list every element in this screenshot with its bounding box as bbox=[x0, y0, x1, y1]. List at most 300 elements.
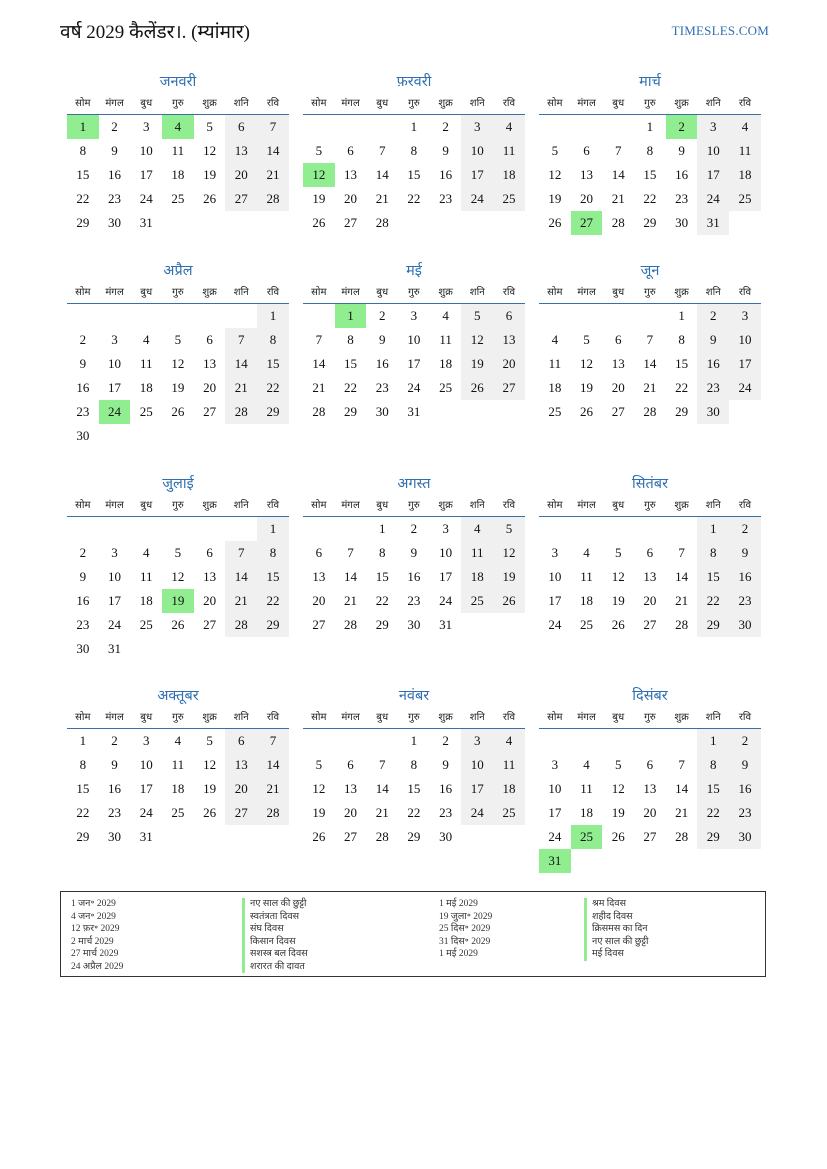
day-cell[interactable]: 3 bbox=[461, 729, 493, 753]
day-cell[interactable]: 6 bbox=[493, 304, 525, 328]
day-cell[interactable]: 29 bbox=[643, 215, 657, 230]
day-cell[interactable]: 25 bbox=[580, 617, 594, 632]
day-cell[interactable]: 9 bbox=[442, 143, 449, 158]
day-cell[interactable]: 6 bbox=[646, 545, 654, 560]
day-cell[interactable]: 20 bbox=[312, 593, 326, 608]
day-cell[interactable]: 4 bbox=[551, 332, 559, 347]
day-cell[interactable]: 12 bbox=[611, 781, 625, 796]
day-cell[interactable]: 14 bbox=[375, 167, 389, 182]
day-cell[interactable]: 12 bbox=[580, 356, 594, 371]
day-cell[interactable]: 17 bbox=[697, 163, 729, 187]
day-cell[interactable]: 13 bbox=[344, 781, 358, 796]
day-cell[interactable]: 1 bbox=[697, 517, 729, 541]
day-cell[interactable]: 21 bbox=[675, 805, 689, 820]
day-cell[interactable]: 3 bbox=[729, 304, 761, 328]
day-cell[interactable]: 21 bbox=[675, 593, 689, 608]
day-cell[interactable]: 13 bbox=[580, 167, 594, 182]
day-cell[interactable]: 10 bbox=[548, 781, 562, 796]
day-cell[interactable]: 9 bbox=[729, 753, 761, 777]
day-cell[interactable]: 21 bbox=[375, 191, 389, 206]
day-cell[interactable]: 6 bbox=[206, 545, 213, 560]
day-cell[interactable]: 23 bbox=[76, 404, 90, 419]
day-cell[interactable]: 9 bbox=[442, 757, 449, 772]
day-cell[interactable]: 10 bbox=[407, 332, 421, 347]
day-cell[interactable]: 30 bbox=[439, 829, 453, 844]
day-cell[interactable]: 7 bbox=[678, 545, 685, 560]
day-cell[interactable]: 5 bbox=[206, 119, 213, 134]
day-cell[interactable]: 3 bbox=[551, 757, 559, 772]
day-cell[interactable]: 31 bbox=[407, 404, 421, 419]
day-cell[interactable]: 5 bbox=[206, 733, 213, 748]
day-cell[interactable]: 5 bbox=[493, 517, 525, 541]
day-cell[interactable]: 31 bbox=[139, 829, 153, 844]
day-cell[interactable]: 2 bbox=[378, 308, 386, 323]
day-cell[interactable]: 10 bbox=[697, 139, 729, 163]
day-cell[interactable]: 27 bbox=[643, 617, 657, 632]
day-cell[interactable]: 15 bbox=[375, 569, 389, 584]
day-cell[interactable]: 1 bbox=[257, 517, 289, 541]
day-cell[interactable]: 26 bbox=[171, 404, 185, 419]
day-cell[interactable]: 15 bbox=[697, 565, 729, 589]
day-cell[interactable]: 26 bbox=[611, 617, 625, 632]
day-cell[interactable]: 30 bbox=[76, 641, 90, 656]
day-cell[interactable]: 5 bbox=[551, 143, 559, 158]
day-cell[interactable]: 20 bbox=[611, 380, 625, 395]
day-cell[interactable]: 5 bbox=[461, 304, 493, 328]
day-cell[interactable]: 12 bbox=[171, 356, 185, 371]
day-cell[interactable]: 8 bbox=[347, 332, 354, 347]
day-cell[interactable]: 30 bbox=[407, 617, 421, 632]
day-cell[interactable]: 28 bbox=[225, 613, 257, 637]
day-cell[interactable]: 26 bbox=[611, 829, 625, 844]
day-cell[interactable]: 21 bbox=[257, 163, 289, 187]
day-cell[interactable]: 24 bbox=[439, 593, 453, 608]
day-cell[interactable]: 3 bbox=[142, 119, 150, 134]
day-cell[interactable]: 9 bbox=[111, 757, 118, 772]
day-cell[interactable]: 16 bbox=[729, 777, 761, 801]
day-cell[interactable]: 30 bbox=[108, 829, 122, 844]
day-cell[interactable]: 22 bbox=[675, 380, 689, 395]
day-cell[interactable]: 14 bbox=[344, 569, 358, 584]
day-cell[interactable]: 8 bbox=[378, 545, 386, 560]
day-cell[interactable]: 19 bbox=[203, 167, 217, 182]
day-cell[interactable]: 16 bbox=[76, 380, 90, 395]
day-cell[interactable]: 11 bbox=[139, 569, 153, 584]
day-cell[interactable]: 2 bbox=[666, 115, 698, 139]
day-cell[interactable]: 3 bbox=[461, 115, 493, 139]
day-cell[interactable]: 21 bbox=[225, 376, 257, 400]
day-cell[interactable]: 15 bbox=[643, 167, 657, 182]
day-cell[interactable]: 23 bbox=[76, 617, 90, 632]
day-cell[interactable]: 12 bbox=[303, 163, 335, 187]
day-cell[interactable]: 13 bbox=[312, 569, 326, 584]
day-cell[interactable]: 27 bbox=[225, 187, 257, 211]
day-cell[interactable]: 10 bbox=[729, 328, 761, 352]
day-cell[interactable]: 22 bbox=[643, 191, 657, 206]
day-cell[interactable]: 20 bbox=[643, 593, 657, 608]
day-cell[interactable]: 24 bbox=[99, 400, 131, 424]
day-cell[interactable]: 1 bbox=[67, 115, 99, 139]
day-cell[interactable]: 23 bbox=[375, 380, 389, 395]
day-cell[interactable]: 21 bbox=[611, 191, 625, 206]
day-cell[interactable]: 4 bbox=[162, 115, 194, 139]
day-cell[interactable]: 27 bbox=[344, 829, 358, 844]
day-cell[interactable]: 9 bbox=[410, 545, 418, 560]
day-cell[interactable]: 26 bbox=[461, 376, 493, 400]
day-cell[interactable]: 10 bbox=[139, 757, 153, 772]
day-cell[interactable]: 11 bbox=[548, 356, 562, 371]
day-cell[interactable]: 5 bbox=[583, 332, 590, 347]
day-cell[interactable]: 19 bbox=[203, 781, 217, 796]
day-cell[interactable]: 31 bbox=[139, 215, 153, 230]
day-cell[interactable]: 17 bbox=[139, 781, 153, 796]
day-cell[interactable]: 24 bbox=[407, 380, 421, 395]
day-cell[interactable]: 26 bbox=[493, 589, 525, 613]
day-cell[interactable]: 5 bbox=[614, 757, 622, 772]
day-cell[interactable]: 1 bbox=[257, 304, 289, 328]
day-cell[interactable]: 17 bbox=[139, 167, 153, 182]
day-cell[interactable]: 21 bbox=[643, 380, 657, 395]
day-cell[interactable]: 9 bbox=[79, 356, 87, 371]
day-cell[interactable]: 22 bbox=[697, 589, 729, 613]
day-cell[interactable]: 27 bbox=[493, 376, 525, 400]
day-cell[interactable]: 12 bbox=[461, 328, 493, 352]
day-cell[interactable]: 2 bbox=[729, 729, 761, 753]
day-cell[interactable]: 24 bbox=[108, 617, 122, 632]
day-cell[interactable]: 9 bbox=[378, 332, 386, 347]
day-cell[interactable]: 23 bbox=[729, 801, 761, 825]
day-cell[interactable]: 17 bbox=[548, 805, 562, 820]
day-cell[interactable]: 24 bbox=[697, 187, 729, 211]
day-cell[interactable]: 14 bbox=[675, 569, 689, 584]
day-cell[interactable]: 20 bbox=[344, 191, 358, 206]
day-cell[interactable]: 19 bbox=[312, 805, 326, 820]
day-cell[interactable]: 3 bbox=[111, 332, 118, 347]
day-cell[interactable]: 3 bbox=[142, 733, 150, 748]
day-cell[interactable]: 6 bbox=[614, 332, 622, 347]
day-cell[interactable]: 17 bbox=[108, 380, 122, 395]
day-cell[interactable]: 15 bbox=[675, 356, 689, 371]
day-cell[interactable]: 7 bbox=[257, 729, 289, 753]
day-cell[interactable]: 20 bbox=[203, 593, 217, 608]
day-cell[interactable]: 27 bbox=[203, 617, 217, 632]
day-cell[interactable]: 22 bbox=[257, 589, 289, 613]
day-cell[interactable]: 22 bbox=[76, 191, 90, 206]
day-cell[interactable]: 28 bbox=[344, 617, 358, 632]
day-cell[interactable]: 14 bbox=[257, 139, 289, 163]
day-cell[interactable]: 2 bbox=[111, 119, 118, 134]
day-cell[interactable]: 28 bbox=[643, 404, 657, 419]
day-cell[interactable]: 2 bbox=[442, 119, 449, 134]
day-cell[interactable]: 1 bbox=[410, 119, 418, 134]
day-cell[interactable]: 4 bbox=[442, 308, 449, 323]
day-cell[interactable]: 1 bbox=[378, 521, 386, 536]
day-cell[interactable]: 26 bbox=[580, 404, 594, 419]
day-cell[interactable]: 13 bbox=[203, 569, 217, 584]
day-cell[interactable]: 25 bbox=[439, 380, 453, 395]
day-cell[interactable]: 25 bbox=[461, 589, 493, 613]
day-cell[interactable]: 21 bbox=[344, 593, 358, 608]
day-cell[interactable]: 7 bbox=[347, 545, 354, 560]
day-cell[interactable]: 12 bbox=[611, 569, 625, 584]
day-cell[interactable]: 18 bbox=[493, 777, 525, 801]
day-cell[interactable]: 27 bbox=[643, 829, 657, 844]
day-cell[interactable]: 31 bbox=[108, 641, 122, 656]
day-cell[interactable]: 28 bbox=[257, 187, 289, 211]
day-cell[interactable]: 18 bbox=[461, 565, 493, 589]
day-cell[interactable]: 8 bbox=[79, 757, 87, 772]
day-cell[interactable]: 7 bbox=[646, 332, 654, 347]
day-cell[interactable]: 6 bbox=[225, 115, 257, 139]
day-cell[interactable]: 30 bbox=[675, 215, 689, 230]
day-cell[interactable]: 22 bbox=[407, 805, 421, 820]
day-cell[interactable]: 28 bbox=[611, 215, 625, 230]
day-cell[interactable]: 21 bbox=[375, 805, 389, 820]
day-cell[interactable]: 24 bbox=[729, 376, 761, 400]
day-cell[interactable]: 19 bbox=[461, 352, 493, 376]
day-cell[interactable]: 10 bbox=[439, 545, 453, 560]
day-cell[interactable]: 24 bbox=[548, 829, 562, 844]
day-cell[interactable]: 8 bbox=[79, 143, 87, 158]
day-cell[interactable]: 15 bbox=[76, 781, 90, 796]
day-cell[interactable]: 27 bbox=[571, 211, 603, 235]
day-cell[interactable]: 21 bbox=[312, 380, 326, 395]
day-cell[interactable]: 25 bbox=[548, 404, 562, 419]
day-cell[interactable]: 11 bbox=[171, 143, 185, 158]
day-cell[interactable]: 28 bbox=[375, 829, 389, 844]
day-cell[interactable]: 19 bbox=[171, 380, 185, 395]
day-cell[interactable]: 22 bbox=[257, 376, 289, 400]
day-cell[interactable]: 26 bbox=[203, 191, 217, 206]
day-cell[interactable]: 17 bbox=[108, 593, 122, 608]
day-cell[interactable]: 26 bbox=[548, 215, 562, 230]
day-cell[interactable]: 23 bbox=[108, 191, 122, 206]
day-cell[interactable]: 30 bbox=[108, 215, 122, 230]
day-cell[interactable]: 18 bbox=[548, 380, 562, 395]
day-cell[interactable]: 21 bbox=[225, 589, 257, 613]
day-cell[interactable]: 19 bbox=[580, 380, 594, 395]
day-cell[interactable]: 19 bbox=[611, 593, 625, 608]
day-cell[interactable]: 15 bbox=[76, 167, 90, 182]
day-cell[interactable]: 29 bbox=[76, 829, 90, 844]
day-cell[interactable]: 6 bbox=[347, 143, 354, 158]
day-cell[interactable]: 11 bbox=[439, 332, 452, 347]
day-cell[interactable]: 20 bbox=[493, 352, 525, 376]
day-cell[interactable]: 4 bbox=[142, 545, 150, 560]
day-cell[interactable]: 23 bbox=[675, 191, 689, 206]
day-cell[interactable]: 12 bbox=[203, 143, 217, 158]
day-cell[interactable]: 25 bbox=[571, 825, 603, 849]
day-cell[interactable]: 29 bbox=[257, 400, 289, 424]
day-cell[interactable]: 14 bbox=[643, 356, 657, 371]
day-cell[interactable]: 29 bbox=[675, 404, 689, 419]
day-cell[interactable]: 4 bbox=[174, 733, 182, 748]
day-cell[interactable]: 25 bbox=[171, 191, 185, 206]
day-cell[interactable]: 20 bbox=[580, 191, 594, 206]
day-cell[interactable]: 22 bbox=[76, 805, 90, 820]
day-cell[interactable]: 28 bbox=[675, 829, 689, 844]
day-cell[interactable]: 22 bbox=[344, 380, 358, 395]
day-cell[interactable]: 11 bbox=[461, 541, 493, 565]
day-cell[interactable]: 26 bbox=[312, 215, 326, 230]
day-cell[interactable]: 28 bbox=[375, 215, 389, 230]
day-cell[interactable]: 16 bbox=[697, 352, 729, 376]
day-cell[interactable]: 17 bbox=[439, 569, 453, 584]
day-cell[interactable]: 10 bbox=[108, 356, 122, 371]
day-cell[interactable]: 22 bbox=[697, 801, 729, 825]
day-cell[interactable]: 12 bbox=[171, 569, 185, 584]
day-cell[interactable]: 29 bbox=[257, 613, 289, 637]
day-cell[interactable]: 14 bbox=[225, 565, 257, 589]
day-cell[interactable]: 12 bbox=[548, 167, 562, 182]
day-cell[interactable]: 19 bbox=[548, 191, 562, 206]
day-cell[interactable]: 19 bbox=[611, 805, 625, 820]
day-cell[interactable]: 26 bbox=[203, 805, 217, 820]
day-cell[interactable]: 25 bbox=[729, 187, 761, 211]
day-cell[interactable]: 10 bbox=[548, 569, 562, 584]
day-cell[interactable]: 13 bbox=[203, 356, 217, 371]
day-cell[interactable]: 6 bbox=[315, 545, 323, 560]
day-cell[interactable]: 4 bbox=[729, 115, 761, 139]
day-cell[interactable]: 14 bbox=[675, 781, 689, 796]
day-cell[interactable]: 2 bbox=[697, 304, 729, 328]
day-cell[interactable]: 30 bbox=[375, 404, 389, 419]
day-cell[interactable]: 28 bbox=[257, 801, 289, 825]
day-cell[interactable]: 18 bbox=[580, 805, 594, 820]
day-cell[interactable]: 15 bbox=[407, 167, 421, 182]
day-cell[interactable]: 25 bbox=[493, 187, 525, 211]
day-cell[interactable]: 30 bbox=[697, 400, 729, 424]
day-cell[interactable]: 7 bbox=[614, 143, 622, 158]
day-cell[interactable]: 19 bbox=[162, 589, 194, 613]
day-cell[interactable]: 7 bbox=[225, 328, 257, 352]
day-cell[interactable]: 11 bbox=[580, 569, 593, 584]
day-cell[interactable]: 10 bbox=[108, 569, 122, 584]
day-cell[interactable]: 8 bbox=[646, 143, 654, 158]
day-cell[interactable]: 16 bbox=[76, 593, 90, 608]
day-cell[interactable]: 11 bbox=[493, 139, 525, 163]
day-cell[interactable]: 17 bbox=[729, 352, 761, 376]
day-cell[interactable]: 14 bbox=[375, 781, 389, 796]
day-cell[interactable]: 8 bbox=[697, 753, 729, 777]
site-link[interactable]: TIMESLES.COM bbox=[671, 23, 769, 38]
day-cell[interactable]: 7 bbox=[378, 757, 386, 772]
day-cell[interactable]: 10 bbox=[461, 753, 493, 777]
day-cell[interactable]: 25 bbox=[171, 805, 185, 820]
day-cell[interactable]: 13 bbox=[225, 753, 257, 777]
day-cell[interactable]: 5 bbox=[174, 545, 182, 560]
day-cell[interactable]: 24 bbox=[461, 801, 493, 825]
day-cell[interactable]: 16 bbox=[675, 167, 689, 182]
day-cell[interactable]: 4 bbox=[493, 115, 525, 139]
day-cell[interactable]: 18 bbox=[171, 167, 185, 182]
day-cell[interactable]: 14 bbox=[225, 352, 257, 376]
day-cell[interactable]: 2 bbox=[79, 332, 87, 347]
day-cell[interactable]: 16 bbox=[108, 781, 122, 796]
day-cell[interactable]: 4 bbox=[493, 729, 525, 753]
day-cell[interactable]: 9 bbox=[678, 143, 685, 158]
day-cell[interactable]: 31 bbox=[539, 849, 571, 873]
day-cell[interactable]: 1 bbox=[697, 729, 729, 753]
day-cell[interactable]: 9 bbox=[111, 143, 118, 158]
day-cell[interactable]: 2 bbox=[410, 521, 418, 536]
day-cell[interactable]: 14 bbox=[312, 356, 326, 371]
day-cell[interactable]: 12 bbox=[203, 757, 217, 772]
day-cell[interactable]: 27 bbox=[611, 404, 625, 419]
day-cell[interactable]: 8 bbox=[697, 541, 729, 565]
day-cell[interactable]: 5 bbox=[614, 545, 622, 560]
day-cell[interactable]: 8 bbox=[410, 143, 418, 158]
day-cell[interactable]: 30 bbox=[76, 428, 90, 443]
day-cell[interactable]: 18 bbox=[729, 163, 761, 187]
day-cell[interactable]: 28 bbox=[225, 400, 257, 424]
day-cell[interactable]: 7 bbox=[378, 143, 386, 158]
day-cell[interactable]: 2 bbox=[79, 545, 87, 560]
day-cell[interactable]: 23 bbox=[108, 805, 122, 820]
day-cell[interactable]: 22 bbox=[375, 593, 389, 608]
day-cell[interactable]: 5 bbox=[315, 143, 323, 158]
day-cell[interactable]: 29 bbox=[375, 617, 389, 632]
day-cell[interactable]: 1 bbox=[79, 733, 87, 748]
day-cell[interactable]: 20 bbox=[225, 163, 257, 187]
day-cell[interactable]: 4 bbox=[583, 757, 590, 772]
day-cell[interactable]: 8 bbox=[678, 332, 685, 347]
day-cell[interactable]: 7 bbox=[257, 115, 289, 139]
day-cell[interactable]: 17 bbox=[461, 163, 493, 187]
day-cell[interactable]: 13 bbox=[493, 328, 525, 352]
day-cell[interactable]: 27 bbox=[344, 215, 358, 230]
day-cell[interactable]: 6 bbox=[347, 757, 354, 772]
day-cell[interactable]: 20 bbox=[643, 805, 657, 820]
day-cell[interactable]: 19 bbox=[493, 565, 525, 589]
day-cell[interactable]: 15 bbox=[257, 352, 289, 376]
day-cell[interactable]: 19 bbox=[312, 191, 326, 206]
day-cell[interactable]: 1 bbox=[646, 119, 654, 134]
day-cell[interactable]: 16 bbox=[407, 569, 421, 584]
day-cell[interactable]: 28 bbox=[312, 404, 326, 419]
day-cell[interactable]: 15 bbox=[344, 356, 358, 371]
day-cell[interactable]: 11 bbox=[729, 139, 761, 163]
day-cell[interactable]: 29 bbox=[344, 404, 358, 419]
day-cell[interactable]: 18 bbox=[439, 356, 453, 371]
day-cell[interactable]: 22 bbox=[407, 191, 421, 206]
day-cell[interactable]: 20 bbox=[225, 777, 257, 801]
day-cell[interactable]: 10 bbox=[139, 143, 153, 158]
day-cell[interactable]: 13 bbox=[611, 356, 625, 371]
day-cell[interactable]: 13 bbox=[643, 781, 657, 796]
day-cell[interactable]: 12 bbox=[493, 541, 525, 565]
day-cell[interactable]: 12 bbox=[312, 781, 326, 796]
day-cell[interactable]: 5 bbox=[174, 332, 182, 347]
day-cell[interactable]: 16 bbox=[108, 167, 122, 182]
day-cell[interactable]: 15 bbox=[407, 781, 421, 796]
day-cell[interactable]: 23 bbox=[407, 593, 421, 608]
day-cell[interactable]: 18 bbox=[493, 163, 525, 187]
day-cell[interactable]: 8 bbox=[257, 328, 289, 352]
day-cell[interactable]: 15 bbox=[257, 565, 289, 589]
day-cell[interactable]: 13 bbox=[344, 167, 358, 182]
day-cell[interactable]: 20 bbox=[344, 805, 358, 820]
day-cell[interactable]: 29 bbox=[407, 829, 421, 844]
day-cell[interactable]: 24 bbox=[139, 191, 153, 206]
day-cell[interactable]: 8 bbox=[410, 757, 418, 772]
day-cell[interactable]: 14 bbox=[257, 753, 289, 777]
day-cell[interactable]: 23 bbox=[729, 589, 761, 613]
day-cell[interactable]: 3 bbox=[697, 115, 729, 139]
day-cell[interactable]: 16 bbox=[439, 167, 453, 182]
day-cell[interactable]: 25 bbox=[493, 801, 525, 825]
day-cell[interactable]: 18 bbox=[139, 380, 153, 395]
